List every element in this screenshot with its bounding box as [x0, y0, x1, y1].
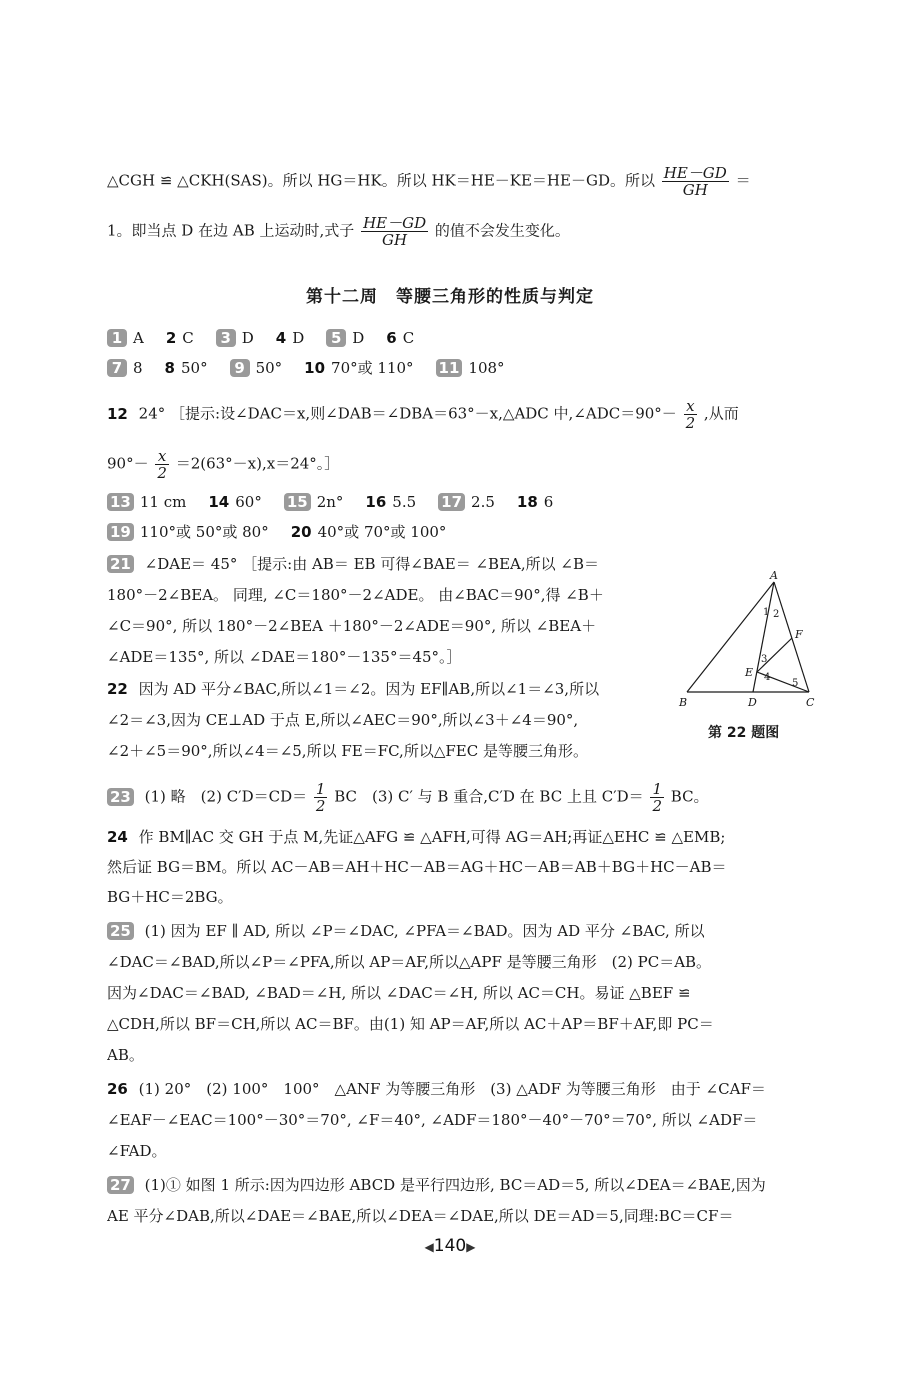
question-23 [107, 781, 812, 814]
q26-text: (1) 20° (2) 100° 100° △ANF 为等腰三角形 (3) △ADF 为等腰三角形 由于 ∠CAF＝ [138, 1080, 766, 1098]
question-number: 14 [208, 493, 230, 511]
answers-row-2 [107, 357, 812, 379]
intro-line-1 [107, 165, 812, 198]
question-24-line-1 [107, 826, 812, 848]
question-26-line-1 [107, 1078, 812, 1100]
fraction [662, 165, 729, 198]
answer-item [386, 329, 414, 347]
question-25-line-1 [107, 920, 812, 942]
answer-value: 110°或 50°或 80° [139, 523, 269, 541]
answer-item [276, 329, 304, 347]
question-number: 21 [107, 555, 134, 573]
label-c: C [806, 696, 815, 709]
angle-label-5: 5 [792, 678, 799, 689]
intro-tail-2: 的值不会发生变化。 [434, 221, 570, 240]
intro-text-2: 1。即当点 D 在边 AB 上运动时,式子 [107, 221, 355, 240]
fraction-denominator: GH [382, 231, 408, 248]
fraction [155, 448, 169, 481]
intro-line-2 [107, 215, 812, 248]
question-22-line-1 [107, 678, 652, 700]
fraction-denominator: 2 [315, 797, 326, 814]
fraction-denominator: 2 [652, 797, 662, 814]
label-d: D [748, 696, 757, 709]
question-number: 6 [386, 329, 397, 347]
edge-ac [774, 582, 809, 692]
triangle-figure [675, 570, 825, 720]
answer-item [107, 329, 144, 347]
fraction [361, 215, 428, 248]
answers-row-3 [107, 491, 812, 513]
q23-text-a: (1) 略 (2) C′D＝CD＝ [144, 787, 308, 806]
q12-text-b: ,从而 [703, 404, 739, 423]
question-26-line-3: ∠FAD。 [107, 1142, 167, 1160]
question-22-line-3: ∠2＋∠5＝90°,所以∠4＝∠5,所以 FE＝FC,所以△FEC 是等腰三角形。 [107, 742, 588, 760]
answer-value: 50° [255, 359, 283, 377]
page-number [0, 1236, 900, 1256]
question-12-line-1 [107, 398, 812, 431]
angle-label-4: 4 [764, 672, 771, 683]
fraction-numerator: 1 [315, 781, 326, 798]
question-21-line-1 [107, 553, 652, 575]
q12-line2-a: 90°－ [107, 454, 149, 473]
answer-item [107, 523, 269, 541]
question-22-line-2: ∠2＝∠3,因为 CE⊥AD 于点 E,所以∠AEC＝90°,所以∠3＋∠4＝90°, [107, 711, 579, 729]
answer-item [304, 359, 413, 377]
fraction-numerator: HE－GD [363, 215, 427, 232]
question-number: 24 [107, 828, 128, 846]
question-number: 26 [107, 1080, 128, 1098]
question-21-line-2: 180°－2∠BEA。 同理, ∠C＝180°－2∠ADE。 由∠BAC＝90°,得 ∠B＋ [107, 586, 604, 604]
fraction-numerator: 1 [652, 781, 662, 798]
question-24-line-3: BG＋HC＝2BG。 [107, 888, 233, 906]
question-27-line-2: AE 平分∠DAB,所以∠DAE＝∠BAE,所以∠DEA＝∠DAE,所以 DE＝AD＝5,同理:BC＝CF＝ [107, 1207, 734, 1225]
right-triangle-icon: ▶ [466, 1240, 476, 1254]
angle-label-3: 3 [761, 654, 768, 665]
answer-item [166, 329, 194, 347]
answer-item [107, 493, 186, 511]
edge-ab [687, 582, 774, 692]
intro-tail-1: ＝ [735, 171, 751, 190]
fraction-denominator: 2 [157, 464, 167, 481]
label-a: A [770, 570, 778, 582]
answer-item [436, 359, 505, 377]
answer-item [438, 493, 495, 511]
answer-value: A [133, 329, 144, 347]
answer-value: 8 [133, 359, 143, 377]
question-number: 27 [107, 1176, 134, 1194]
question-27-line-1 [107, 1174, 812, 1196]
fraction-denominator: GH [682, 181, 708, 198]
question-number: 12 [107, 404, 128, 423]
question-25-line-4: △CDH,所以 BF＝CH,所以 AC＝BF。由(1) 知 AP＝AF,所以 AC＋AP＝BF＋AF,即 PC＝ [107, 1015, 714, 1033]
answer-item [165, 359, 208, 377]
answer-value: 60° [235, 493, 262, 511]
figure-caption: 第 22 题图 [708, 725, 780, 741]
label-e: E [745, 666, 754, 679]
page-number-text: 140 [433, 1236, 467, 1256]
question-number: 3 [216, 329, 236, 347]
answer-item [107, 359, 143, 377]
answer-item [230, 359, 283, 377]
answer-item [216, 329, 254, 347]
answer-value: 70°或 110° [331, 359, 414, 377]
answer-value: 50° [180, 359, 208, 377]
question-12-line-2 [107, 448, 812, 481]
question-21-line-4: ∠ADE＝135°, 所以 ∠DAE＝180°－135°＝45°。］ [107, 648, 462, 666]
answer-value: D [352, 329, 365, 347]
left-triangle-icon: ◀ [424, 1240, 434, 1254]
question-number: 20 [290, 523, 312, 541]
section-title: 第十二周 等腰三角形的性质与判定 [306, 287, 594, 307]
question-24-line-2: 然后证 BG＝BM。所以 AC－AB＝AH＋HC－AB＝AG＋HC－AB＝AB＋BG＋HC－AB＝ [107, 858, 727, 876]
angle-label-2: 2 [773, 609, 780, 620]
answer-value: 5.5 [392, 493, 417, 511]
question-26-line-2: ∠EAF－∠EAC＝100°－30°＝70°, ∠F＝40°, ∠ADF＝180°－40°－70°＝70°, 所以 ∠ADF＝ [107, 1111, 758, 1129]
answer-value: D [292, 329, 305, 347]
question-25-line-5: AB。 [107, 1046, 144, 1064]
answer-item [365, 493, 416, 511]
question-number: 16 [365, 493, 387, 511]
answer-value: 2.5 [471, 493, 495, 511]
answer-value: 40°或 70°或 100° [317, 523, 447, 541]
fraction-numerator: x [684, 398, 698, 415]
question-number: 9 [230, 359, 250, 377]
answers-row-4 [107, 521, 812, 543]
q23-text-b: BC (3) C′ 与 B 重合,C′D 在 BC 上且 C′D＝ [334, 787, 644, 806]
intro-text-1: △CGH ≌ △CKH(SAS)。所以 HG＝HK。所以 HK＝HE－KE＝HE－GD。所以 [107, 171, 655, 190]
question-number: 5 [326, 329, 346, 347]
question-number: 18 [516, 493, 538, 511]
answer-item [291, 523, 447, 541]
fraction-numerator: x [155, 448, 169, 465]
question-number: 22 [107, 680, 128, 698]
question-number: 10 [304, 359, 326, 377]
question-21-line-3: ∠C＝90°, 所以 180°－2∠BEA ＋180°－2∠ADE＝90°, 所以 ∠BEA＋ [107, 617, 597, 635]
question-number: 11 [436, 359, 463, 377]
q21-text: ∠DAE＝ 45° ［提示:由 AB＝ EB 可得∠BAE＝ ∠BEA,所以 ∠B＝ [144, 555, 599, 573]
answer-item [517, 493, 553, 511]
q25-text: (1) 因为 EF ∥ AD, 所以 ∠P＝∠DAC, ∠PFA＝∠BAD。因为 AD 平分 ∠BAC, 所以 [144, 922, 705, 940]
answer-item [208, 493, 261, 511]
question-number: 13 [107, 493, 134, 511]
answer-value: 108° [468, 359, 505, 377]
answer-value: 2n° [316, 493, 344, 511]
q24-text: 作 BM∥AC 交 GH 于点 M,先证△AFG ≌ △AFH,可得 AG＝AH;再证△EHC ≌ △EMB; [138, 828, 726, 846]
question-25-line-3: 因为∠DAC＝∠BAD, ∠BAD＝∠H, 所以 ∠DAC＝∠H, 所以 AC＝CH。易证 △BEF ≌ [107, 984, 691, 1002]
question-number: 7 [107, 359, 127, 377]
fraction [684, 398, 698, 431]
answers-row-1 [107, 327, 812, 349]
label-b: B [679, 696, 688, 709]
fraction-numerator: HE－GD [663, 165, 727, 182]
question-number: 8 [164, 359, 175, 377]
q12-text-a: 24° ［提示:设∠DAC＝x,则∠DAB＝∠DBA＝63°－x,△ADC 中,∠ADC＝90°－ [138, 404, 677, 423]
question-number: 25 [107, 922, 134, 940]
question-number: 23 [107, 788, 134, 806]
angle-label-1: 1 [763, 607, 770, 618]
answer-value: D [241, 329, 254, 347]
q23-text-c: BC。 [670, 787, 709, 806]
question-number: 4 [275, 329, 287, 347]
answer-value: C [402, 329, 415, 347]
answer-item [284, 493, 344, 511]
question-number: 15 [284, 493, 311, 511]
question-number: 1 [107, 329, 127, 347]
label-f: F [795, 628, 803, 641]
question-number: 19 [107, 523, 134, 541]
fraction [650, 781, 664, 814]
q27-text: (1)① 如图 1 所示:因为四边形 ABCD 是平行四边形, BC＝AD＝5, 所以∠DEA＝∠BAE,因为 [144, 1176, 766, 1194]
question-25-line-2: ∠DAC＝∠BAD,所以∠P＝∠PFA,所以 AP＝AF,所以△APF 是等腰三角形 (2) PC＝AB。 [107, 953, 712, 971]
answer-value: C [182, 329, 194, 347]
fraction [314, 781, 328, 814]
question-number: 2 [165, 329, 177, 347]
answer-item [326, 329, 364, 347]
fraction-denominator: 2 [685, 414, 696, 431]
answer-value: 11 cm [139, 493, 187, 511]
question-number: 17 [438, 493, 465, 511]
q22-text: 因为 AD 平分∠BAC,所以∠1＝∠2。因为 EF∥AB,所以∠1＝∠3,所以 [138, 680, 600, 698]
answer-value: 6 [543, 493, 554, 511]
q12-line2-b: ＝2(63°－x),x＝24°。］ [175, 454, 340, 473]
